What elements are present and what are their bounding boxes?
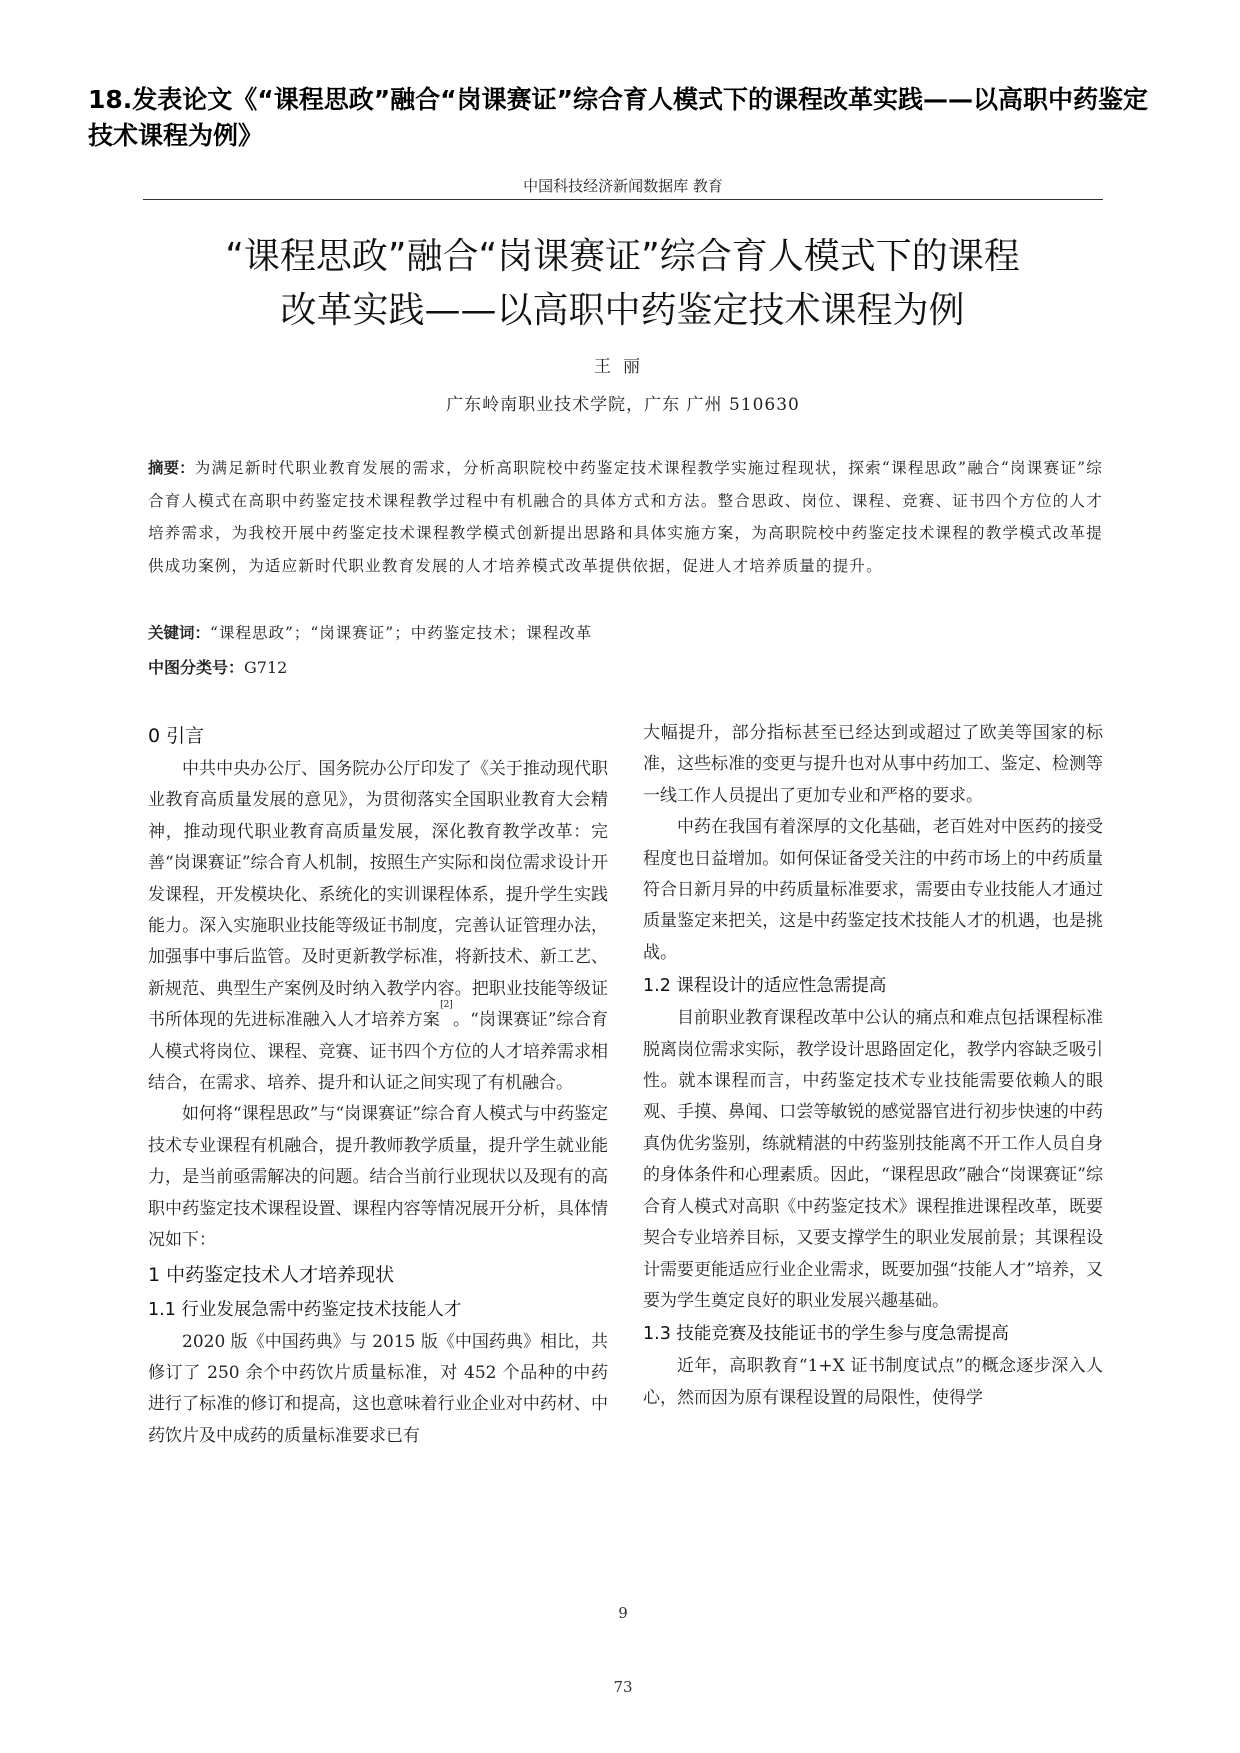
- keywords-text: “课程思政”；“岗课赛证”；中药鉴定技术；课程改革: [210, 624, 593, 642]
- abstract-label: 摘要：: [148, 459, 195, 477]
- section-heading-1-3: 1.3 技能竞赛及技能证书的学生参与度急需提高: [643, 1324, 1009, 1345]
- clc-label: 中图分类号：: [148, 658, 245, 677]
- paragraph-1-1-b: 中药在我国有着深厚的文化基础，老百姓对中医药的接受程度也日益增加。如何保证备受关注的中药市场上的中药质量符合日新月异的中药质量标准要求，需要由专业技能人才通过质量鉴定来把关，这是中药鉴定技术技能人才的机遇，也是挑战。: [643, 817, 1103, 963]
- paragraph-intro-2: 如何将“课程思政”与“岗课赛证”综合育人模式与中药鉴定技术专业课程有机融合，提升教师教学质量，提升学生就业能力，是当前亟需解决的问题。结合当前行业现状以及现有的高职中药鉴定技术课程设置、课程内容等情况展开分析，具体情况如下：: [148, 1104, 608, 1251]
- item-title: 18.发表论文《“课程思政”融合“岗课赛证”综合育人模式下的课程改革实践——以高职中药鉴定技术课程为例》: [88, 85, 1149, 150]
- keywords-label: 关键词：: [148, 624, 211, 642]
- paragraph-intro-1: [148, 754, 608, 1099]
- paragraph-intro-1-text-a: 中共中央办公厅、国务院办公厅印发了《关于推动现代职业教育高质量发展的意见》，为贯彻落实全国职业教育大会精神，推动现代职业教育高质量发展，深化教育教学改革：完善“岗课赛证”综合育人机制，按照生产实际和岗位需求设计开发课程，开发模块化、系统化的实训课程体系，提升学生实践能力。深入实施职业技能等级证书制度，完善认证管理办法，加强事中事后监管。及时更新教学标准，将新技术、新工艺、新规范、典型生产案例及时纳入教学内容。把职业技能等级证书所体现的先进标准融入人才培养方案: [148, 759, 608, 1031]
- paragraph-1-1-continued: 大幅提升，部分指标甚至已经达到或超过了欧美等国家的标准，这些标准的变更与提升也对从事中药加工、鉴定、检测等一线工作人员提出了更加专业和严格的要求。: [643, 723, 1103, 806]
- citation-ref[interactable]: [2]: [440, 1000, 453, 1011]
- paragraph-1-3: 近年，高职教育“1+X 证书制度试点”的概念逐步深入人心，然而因为原有课程设置的局限性，使得学: [643, 1356, 1103, 1408]
- article-title-line-2: 改革实践——以高职中药鉴定技术课程为例: [280, 290, 965, 331]
- clc-value: G712: [244, 658, 288, 677]
- section-heading-1-1: 1.1 行业发展急需中药鉴定技术技能人才: [148, 1299, 462, 1320]
- header-rule: [143, 199, 1103, 200]
- affiliation: 广东岭南职业技术学院，广东 广州 510630: [446, 395, 800, 415]
- article-title: [150, 230, 1095, 338]
- classification-number: [148, 655, 1103, 678]
- paragraph-intro-1-text-b: 。“岗课赛证”综合育人模式将岗位、课程、竞赛、证书四个方位的人才培养需求相结合，在需求、培养、提升和认证之间实现了有机融合。: [148, 1010, 608, 1094]
- abstract: [148, 452, 1103, 582]
- journal-page-number: 9: [618, 1604, 628, 1622]
- article-title-line-1: “课程思政”融合“岗课赛证”综合育人模式下的课程: [225, 236, 1020, 277]
- paragraph-1-1: 2020 版《中国药典》与 2015 版《中国药典》相比，共修订了 250 余个中药饮片质量标准，对 452 个品种的中药进行了标准的修订和提高，这也意味着行业企业对中药材、中药饮片及中成药的质量标准要求已有: [148, 1331, 608, 1446]
- running-head: 中国科技经济新闻数据库 教育: [523, 177, 723, 195]
- author: 王丽: [594, 357, 652, 377]
- keywords: [148, 621, 1103, 643]
- left-column: [148, 718, 608, 1452]
- section-heading-intro: 0 引言: [148, 725, 205, 747]
- right-column: [643, 718, 1103, 1414]
- paragraph-1-2: 目前职业教育课程改革中公认的痛点和难点包括课程标准脱离岗位需求实际，教学设计思路固定化，教学内容缺乏吸引性。就本课程而言，中药鉴定技术专业技能需要依赖人的眼观、手摸、鼻闻、口尝等敏锐的感觉器官进行初步快速的中药真伪优劣鉴别，练就精湛的中药鉴别技能离不开工作人员自身的身体条件和心理素质。因此，“课程思政”融合“岗课赛证”综合育人模式对高职《中药鉴定技术》课程推进课程改革，既要契合专业培养目标，又要支撑学生的职业发展前景；其课程设计需要更能适应行业企业需求，既要加强“技能人才”培养，又要为学生奠定良好的职业发展兴趣基础。: [643, 1008, 1103, 1311]
- abstract-text: 为满足新时代职业教育发展的需求，分析高职院校中药鉴定技术课程教学实施过程现状，探索“课程思政”融合“岗课赛证”综合育人模式在高职中药鉴定技术课程教学过程中有机融合的具体方式和方法。整合思政、岗位、课程、竞赛、证书四个方位的人才培养需求，为我校开展中药鉴定技术课程教学模式创新提出思路和具体实施方案，为高职院校中药鉴定技术课程的教学模式改革提供成功案例，为适应新时代职业教育发展的人才培养模式改革提供依据，促进人才培养质量的提升。: [148, 459, 1103, 575]
- section-heading-1-2: 1.2 课程设计的适应性急需提高: [643, 976, 887, 997]
- document-page-number: 73: [613, 1678, 633, 1696]
- section-heading-1: 1 中药鉴定技术人才培养现状: [148, 1263, 395, 1286]
